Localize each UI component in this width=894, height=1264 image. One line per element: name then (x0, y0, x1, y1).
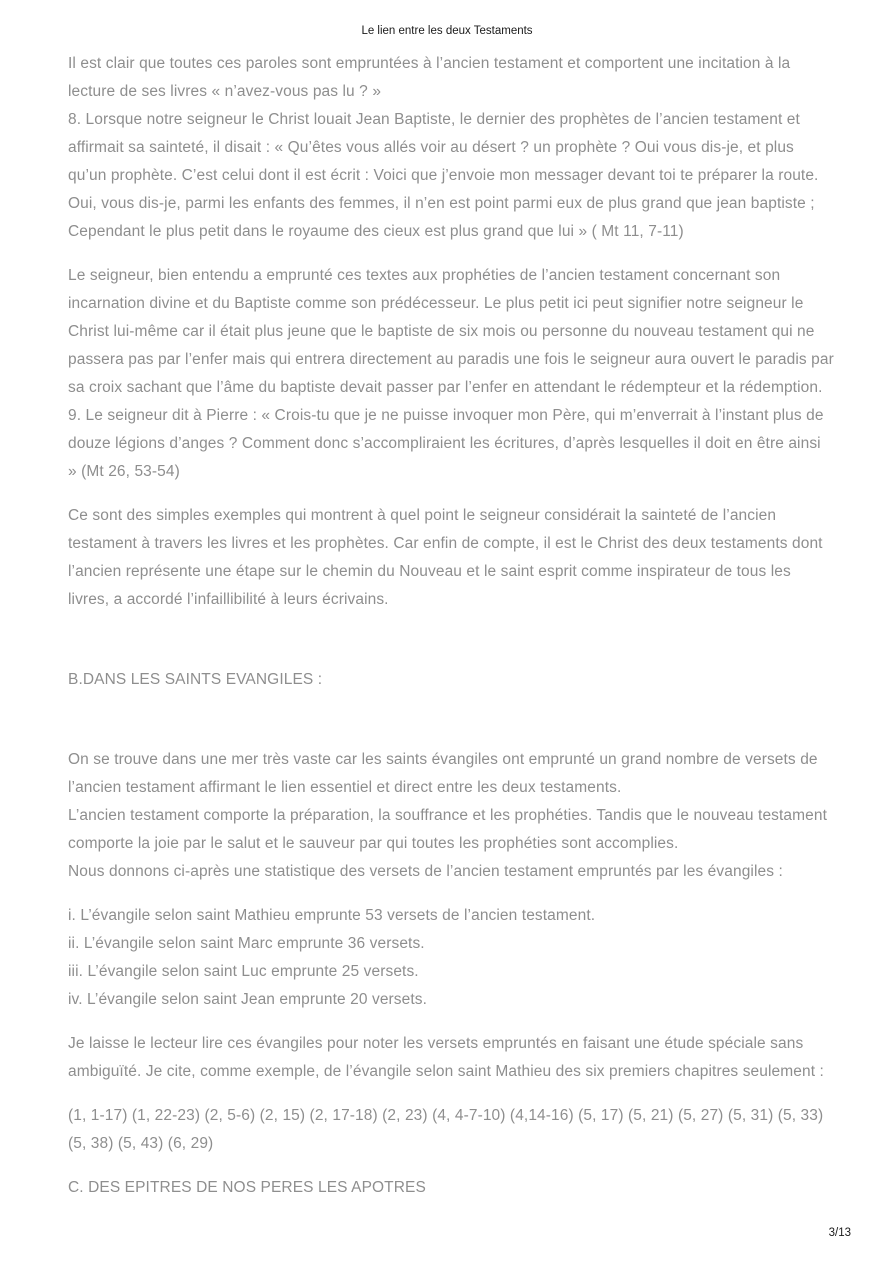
paragraph-line: Cependant le plus petit dans le royaume des cieux est plus grand que lui » ( Mt 11, 7-11) (68, 223, 684, 240)
list-item: iv. L’évangile selon saint Jean emprunte 20 versets. (68, 991, 428, 1008)
paragraph-line: Oui, vous dis-je, parmi les enfants des femmes, il n’en est point parmi eux de plus grand que jean baptiste ; (68, 195, 815, 212)
document-title: Le lien entre les deux Testaments (361, 25, 533, 37)
paragraph-line: C. DES EPITRES DE NOS PERES LES APOTRES (68, 1179, 426, 1196)
paragraph-line: Nous donnons ci-après une statistique des versets de l’ancien testament empruntés par les évangiles : (68, 863, 783, 880)
list-item: ii. L’évangile selon saint Marc emprunte 36 versets. (68, 935, 425, 952)
paragraph (68, 502, 834, 614)
paragraph-line: Le seigneur, bien entendu a emprunté ces textes aux prophéties de l’ancien testament concernant son (68, 267, 781, 284)
paragraph-line: Il est clair que toutes ces paroles sont empruntées à l’ancien testament et comportent une incitation à la (68, 55, 791, 72)
paragraph-line: (1, 1-17) (1, 22-23) (2, 5-6) (2, 15) (2, 17-18) (2, 23) (4, 4-7-10) (4,14-16) (5, 17) (5, 21) (5, 27) (5, 31) (5, 33) (68, 1107, 824, 1124)
paragraph (68, 1030, 834, 1086)
list-item: i. L’évangile selon saint Mathieu emprunte 53 versets de l’ancien testament. (68, 907, 596, 924)
paragraph-line: (5, 38) (5, 43) (6, 29) (68, 1135, 214, 1152)
section-heading (68, 666, 834, 694)
paragraph-line: 9. Le seigneur dit à Pierre : « Crois-tu que je ne puisse invoquer mon Père, qui m’enverrait à l’instant plus de (68, 407, 824, 424)
statistics-list (68, 902, 834, 1014)
paragraph-line: Christ lui-même car il était plus jeune que le baptiste de six mois ou personne du nouveau testament qui ne (68, 323, 815, 340)
paragraph-line: qu’un prophète. C’est celui dont il est écrit : Voici que j’envoie mon messager devant toi te préparer la route. (68, 167, 819, 184)
section-heading (68, 1174, 834, 1202)
paragraph-line: B.DANS LES SAINTS EVANGILES : (68, 671, 323, 688)
paragraph (68, 746, 834, 886)
paragraph-line: » (Mt 26, 53-54) (68, 463, 180, 480)
paragraph-line: testament à travers les livres et les prophètes. Car enfin de compte, il est le Christ des deux testaments dont (68, 535, 823, 552)
paragraph-line: On se trouve dans une mer très vaste car les saints évangiles ont emprunté un grand nombre de versets de (68, 751, 818, 768)
paragraph (68, 262, 834, 486)
list-item: iii. L’évangile selon saint Luc emprunte 25 versets. (68, 963, 419, 980)
paragraph-line: Je laisse le lecteur lire ces évangiles pour noter les versets empruntés en faisant une étude spéciale sans (68, 1035, 804, 1052)
paragraph-line: 8. Lorsque notre seigneur le Christ louait Jean Baptiste, le dernier des prophètes de l’ancien testament et (68, 111, 800, 128)
document-body (68, 50, 834, 1218)
paragraph (68, 50, 834, 246)
paragraph-line: passera pas par l’enfer mais qui entrera directement au paradis une fois le seigneur aura ouvert le paradis par (68, 351, 834, 368)
paragraph-line: L’ancien testament comporte la préparation, la souffrance et les prophéties. Tandis que le nouveau testament (68, 807, 828, 824)
paragraph-line: comporte la joie par le salut et le sauveur par qui toutes les prophéties sont accomplies. (68, 835, 679, 852)
paragraph-line: ambiguïté. Je cite, comme exemple, de l’évangile selon saint Mathieu des six premiers chapitres seulement : (68, 1063, 824, 1080)
paragraph-line: incarnation divine et du Baptiste comme son prédécesseur. Le plus petit ici peut signifier notre seigneur le (68, 295, 804, 312)
paragraph-line: affirmait sa sainteté, il disait : « Qu’êtes vous allés voir au désert ? un prophète ? Oui vous dis-je, et plus (68, 139, 794, 156)
paragraph-line: douze légions d’anges ? Comment donc s’accompliraient les écritures, d’après lesquelles il doit en être ainsi (68, 435, 821, 452)
page-number: 3/13 (828, 1227, 851, 1239)
paragraph-line: sa croix sachant que l’âme du baptiste devait passer par l’enfer en attendant le rédempteur et la rédemption. (68, 379, 823, 396)
paragraph-line: l’ancien représente une étape sur le chemin du Nouveau et le saint esprit comme inspirateur de tous les (68, 563, 791, 580)
paragraph-line: Ce sont des simples exemples qui montrent à quel point le seigneur considérait la sainteté de l’ancien (68, 507, 777, 524)
paragraph-spacer (68, 630, 834, 650)
paragraph (68, 1102, 834, 1158)
paragraph-spacer (68, 710, 834, 730)
paragraph-line: lecture de ses livres « n’avez-vous pas lu ? » (68, 83, 382, 100)
paragraph-line: l’ancien testament affirmant le lien essentiel et direct entre les deux testaments. (68, 779, 622, 796)
paragraph-line: livres, a accordé l’infaillibilité à leurs écrivains. (68, 591, 389, 608)
